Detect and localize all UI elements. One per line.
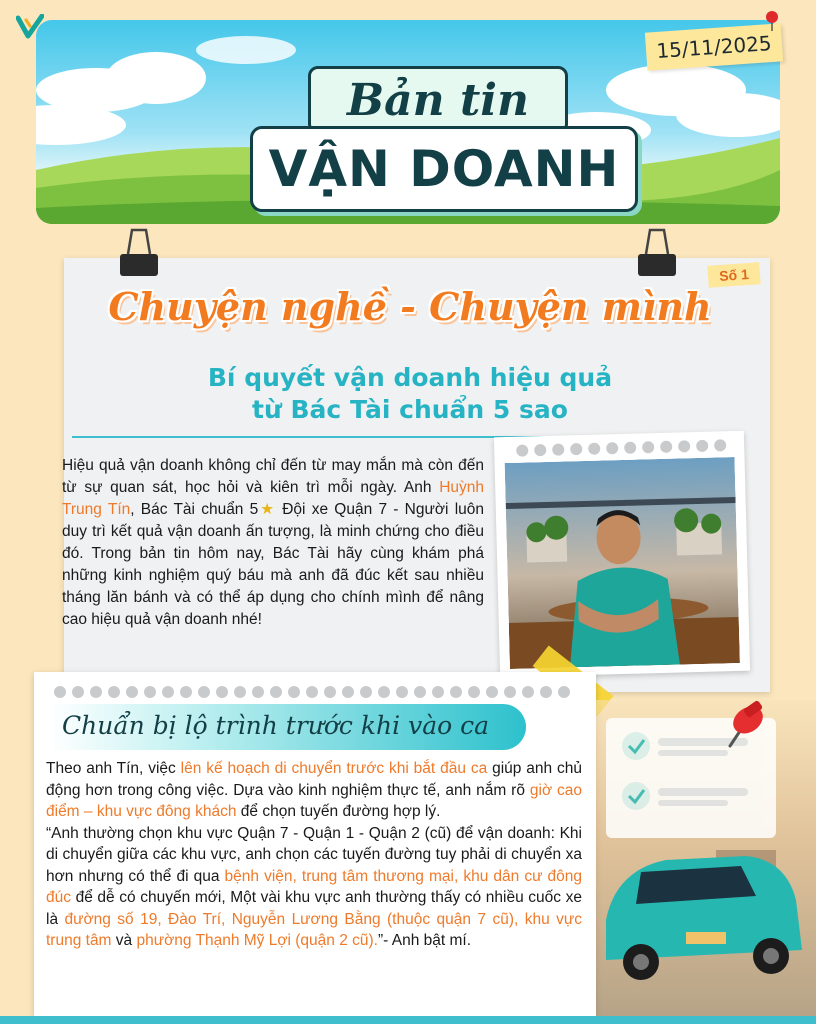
notebook-holes-2: [54, 686, 576, 698]
section-heading-pill: [50, 704, 526, 750]
subtitle-line-2: từ Bác Tài chuẩn 5 sao: [252, 395, 568, 424]
p2-highlight-2: đường số 19, Đào Trí, Nguyễn Lương Bằng (thuộc quận 7 cũ), khu vực trung tâm: [46, 910, 582, 949]
intro-paragraph: [62, 455, 484, 631]
page-title: VẬN DOANH: [268, 140, 620, 198]
p1-text-a: Theo anh Tín, việc: [46, 760, 181, 777]
notebook-holes: [516, 439, 732, 457]
p2-text-b: để dễ có chuyến mới, Một vài khu vực anh thường thấy có nhiều cuốc xe là: [46, 889, 582, 928]
title-sign-small: [308, 66, 568, 134]
p1-highlight-1: lên kế hoạch di chuyển trước khi bắt đầu ca: [180, 760, 488, 777]
paragraph-1: [46, 758, 582, 823]
paragraph-2: [46, 823, 582, 952]
p1-text-b: giúp anh chủ động hơn trong công việc. Dựa vào kinh nghiệm thực tế, anh nắm rõ: [46, 760, 582, 799]
driver-photo: [505, 457, 740, 669]
p1-highlight-2: giờ cao điểm – khu vực đông khách: [46, 781, 582, 820]
intro-text-1: Hiệu quả vận doanh không chỉ đến từ may mắn mà còn đến từ sự quan sát, học hỏi và kiên trì mỗi ngày. Anh: [62, 457, 484, 496]
title-sign-main: [250, 126, 638, 212]
binder-clip-right-icon: [636, 228, 678, 280]
push-pin-icon: [764, 10, 780, 32]
date-label: 15/11/2025: [655, 31, 773, 63]
bottom-strip: [0, 1016, 816, 1024]
p2-text-d: ”- Anh bật mí.: [378, 932, 472, 949]
driver-name: Huỳnh Trung Tín: [62, 479, 484, 518]
binder-clip-left-icon: [118, 228, 160, 280]
p1-text-c: để chọn tuyến đường hợp lý.: [236, 803, 441, 820]
intro-text-2: , Bác Tài chuẩn 5: [130, 501, 259, 518]
feature-title: Chuyện nghề - Chuyện mình: [108, 284, 712, 329]
issue-number-badge: Số 1: [707, 262, 760, 288]
p2-highlight-3: phường Thạnh Mỹ Lợi (quận 2 cũ).: [136, 932, 378, 949]
section-heading: Chuẩn bị lộ trình trước khi vào ca: [62, 711, 490, 740]
p2-text-a: “Anh thường chọn khu vực Quận 7 - Quận 1 - Quận 2 (cũ) để vận doanh: Khi di chuyển giữa các khu vực, anh chọn các tuyến đường tuy phải di chuyển xa hơn nhưng có thể đi qua: [46, 824, 582, 885]
p2-highlight-1: bệnh viện, trung tâm thương mại, khu dân cư đông đúc: [46, 867, 582, 906]
star-icon: ★: [258, 501, 277, 518]
red-push-pin-icon: [716, 696, 768, 756]
p2-text-c: và: [111, 932, 137, 949]
title-script: Bản tin: [346, 74, 530, 126]
feature-subtitle: [100, 362, 720, 426]
section-body: [46, 758, 582, 952]
driver-photo-frame: [494, 431, 750, 677]
subtitle-line-1: Bí quyết vận doanh hiệu quả: [207, 363, 613, 392]
intro-text-3: Đội xe Quận 7 - Người luôn duy trì kết quả vận doanh ấn tượng, là minh chứng cho điều đó. Trong bản tin hôm nay, Bác Tài hãy cùng khám phá những kinh nghiệm quý báu mà anh đã đúc kết sau nhiều tháng lăn bánh và có thể áp dụng cho chính mình để nâng cao hiệu quả vận doanh nhé!: [62, 501, 484, 628]
